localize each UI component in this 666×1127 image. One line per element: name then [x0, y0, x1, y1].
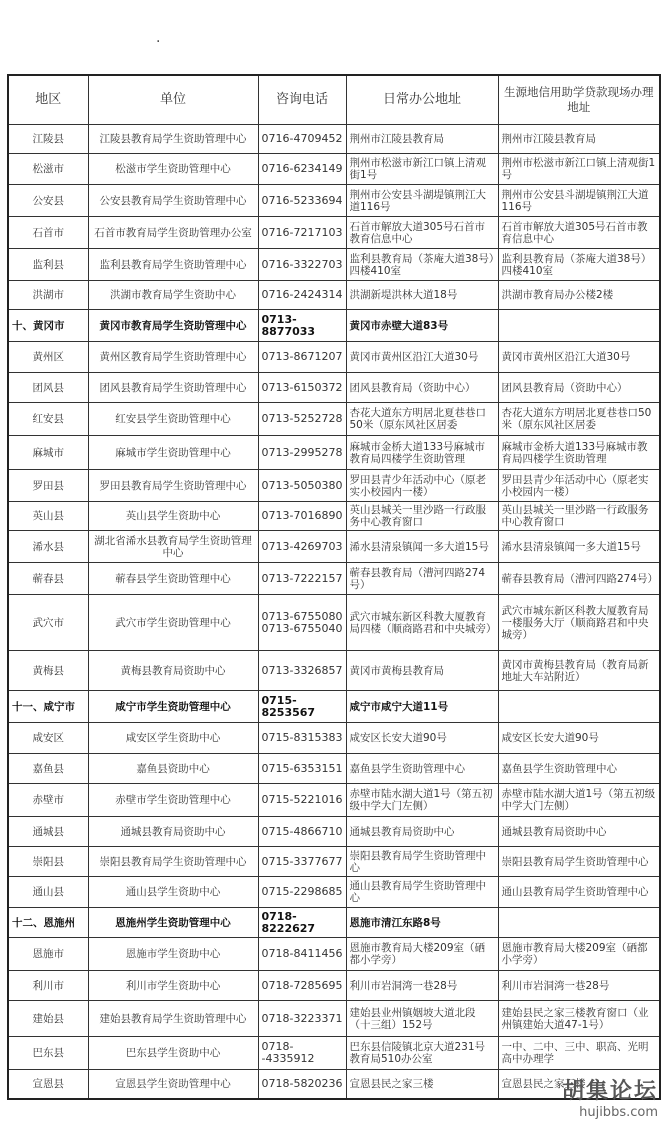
unit-cell: 罗田县教育局学生资助管理中心: [88, 470, 258, 502]
region-cell: 黄梅县: [8, 651, 88, 691]
phone-cell: 0715-2298685: [258, 877, 346, 908]
student-aid-contact-table: [7, 74, 661, 1100]
region-cell: 利川市: [8, 971, 88, 1001]
loan-address-cell: 荆州市江陵县教育局: [498, 125, 660, 154]
stray-mark: .: [156, 30, 161, 46]
unit-cell: 赤壁市学生资助管理中心: [88, 784, 258, 817]
office-address-cell: 宣恩县民之家三楼: [346, 1070, 498, 1099]
loan-address-cell: 建始县民之家三楼教育窗口（业州镇建始大道47-1号）: [498, 1001, 660, 1037]
loan-address-cell: 恩施市教育局大楼209室（硒都小学旁）: [498, 938, 660, 971]
region-cell: 建始县: [8, 1001, 88, 1037]
loan-address-cell: 黄冈市黄州区沿江大道30号: [498, 342, 660, 373]
phone-cell: 0713-3326857: [258, 651, 346, 691]
loan-address-cell: 赤壁市陆水湖大道1号（第五初级中学大门左侧）: [498, 784, 660, 817]
table-row: [8, 754, 660, 784]
table-row: [8, 281, 660, 310]
phone-cell: 0713-6755080 0713-6755040: [258, 595, 346, 651]
unit-cell: 恩施州学生资助管理中心: [88, 908, 258, 938]
office-address-cell: 黄冈市黄州区沿江大道30号: [346, 342, 498, 373]
loan-address-cell: 通城县教育局资助中心: [498, 817, 660, 847]
unit-cell: 嘉鱼县资助中心: [88, 754, 258, 784]
unit-cell: 黄梅县教育局资助中心: [88, 651, 258, 691]
phone-cell: 0718-8222627: [258, 908, 346, 938]
phone-cell: 0713-7016890: [258, 502, 346, 531]
region-cell: 崇阳县: [8, 847, 88, 877]
region-cell: 恩施市: [8, 938, 88, 971]
region-cell: 公安县: [8, 185, 88, 217]
unit-cell: 宣恩县学生资助管理中心: [88, 1070, 258, 1099]
region-cell: 团风县: [8, 373, 88, 403]
region-cell: 麻城市: [8, 436, 88, 470]
watermark-title: 胡集论坛: [561, 1079, 658, 1104]
loan-address-cell: 监利县教育局（茶庵大道38号）四楼410室: [498, 249, 660, 281]
loan-address-cell: 洪湖市教育局办公楼2楼: [498, 281, 660, 310]
office-address-cell: 黄冈市赤壁大道83号: [346, 310, 498, 342]
office-address-cell: 荆州市公安县斗湖堤镇荆江大道116号: [346, 185, 498, 217]
office-address-cell: 荆州市江陵县教育局: [346, 125, 498, 154]
table-row: [8, 154, 660, 185]
unit-cell: 松滋市学生资助管理中心: [88, 154, 258, 185]
region-cell: 英山县: [8, 502, 88, 531]
loan-address-cell: 罗田县青少年活动中心（原老实小校园内一楼）: [498, 470, 660, 502]
phone-cell: 0715-8253567: [258, 691, 346, 723]
region-cell: 洪湖市: [8, 281, 88, 310]
phone-cell: 0713-6150372: [258, 373, 346, 403]
table-row: [8, 817, 660, 847]
region-cell: 蕲春县: [8, 563, 88, 595]
phone-cell: 0718-7285695: [258, 971, 346, 1001]
loan-address-cell: 咸安区长安大道90号: [498, 723, 660, 754]
phone-cell: 0715-3377677: [258, 847, 346, 877]
unit-cell: 黄州区教育局学生资助管理中心: [88, 342, 258, 373]
phone-cell: 0716-3322703: [258, 249, 346, 281]
region-cell: 十、黄冈市: [8, 310, 88, 342]
loan-address-cell: 荆州市公安县斗湖堤镇荆江大道116号: [498, 185, 660, 217]
loan-address-cell: 荆州市松滋市新江口镇上清观街1号: [498, 154, 660, 185]
unit-cell: 建始县教育局学生资助管理中心: [88, 1001, 258, 1037]
table-row: [8, 1037, 660, 1070]
phone-cell: 0718--4335912: [258, 1037, 346, 1070]
office-address-cell: 罗田县青少年活动中心（原老实小校园内一楼）: [346, 470, 498, 502]
region-cell: 宣恩县: [8, 1070, 88, 1099]
region-cell: 十一、咸宁市: [8, 691, 88, 723]
header-region: 地区: [8, 75, 88, 125]
office-address-cell: 嘉鱼县学生资助管理中心: [346, 754, 498, 784]
unit-cell: 英山县学生资助中心: [88, 502, 258, 531]
phone-cell: 0713-8877033: [258, 310, 346, 342]
office-address-cell: 杏花大道东方明居北夏巷巷口50米（原东风社区居委: [346, 403, 498, 436]
table-row: [8, 723, 660, 754]
table-row: [8, 847, 660, 877]
phone-cell: 0716-4709452: [258, 125, 346, 154]
office-address-cell: 武穴市城东新区科教大厦教育局四楼（顺商路君和中央城旁）: [346, 595, 498, 651]
unit-cell: 监利县教育局学生资助管理中心: [88, 249, 258, 281]
office-address-cell: 黄冈市黄梅县教育局: [346, 651, 498, 691]
region-cell: 松滋市: [8, 154, 88, 185]
table-body: [8, 125, 660, 1099]
unit-cell: 通山县学生资助中心: [88, 877, 258, 908]
office-address-cell: 崇阳县教育局学生资助管理中心: [346, 847, 498, 877]
loan-address-cell: 麻城市金桥大道133号麻城市教育局四楼学生资助管理: [498, 436, 660, 470]
region-cell: 黄州区: [8, 342, 88, 373]
unit-cell: 麻城市学生资助管理中心: [88, 436, 258, 470]
office-address-cell: 洪湖新堤洪林大道18号: [346, 281, 498, 310]
office-address-cell: 蕲春县教育局（漕河四路274号）: [346, 563, 498, 595]
office-address-cell: 赤壁市陆水湖大道1号（第五初级中学大门左侧）: [346, 784, 498, 817]
loan-address-cell: [498, 691, 660, 723]
unit-cell: 红安县学生资助管理中心: [88, 403, 258, 436]
header-unit: 单位: [88, 75, 258, 125]
region-cell: 罗田县: [8, 470, 88, 502]
unit-cell: 黄冈市教育局学生资助管理中心: [88, 310, 258, 342]
unit-cell: 团风县教育局学生资助管理中心: [88, 373, 258, 403]
office-address-cell: 咸安区长安大道90号: [346, 723, 498, 754]
unit-cell: 公安县教育局学生资助管理中心: [88, 185, 258, 217]
region-cell: 通山县: [8, 877, 88, 908]
table-row: [8, 1001, 660, 1037]
unit-cell: 巴东县学生资助中心: [88, 1037, 258, 1070]
phone-cell: 0715-8315383: [258, 723, 346, 754]
loan-address-cell: 宣恩县民之家三楼: [498, 1070, 660, 1099]
phone-cell: 0716-5233694: [258, 185, 346, 217]
office-address-cell: 利川市岩洞湾一巷28号: [346, 971, 498, 1001]
region-cell: 赤壁市: [8, 784, 88, 817]
table-row: [8, 342, 660, 373]
table-row: [8, 595, 660, 651]
table-row: [8, 403, 660, 436]
header-loan-address: 生源地信用助学贷款现场办理地址: [498, 75, 660, 125]
phone-cell: 0716-6234149: [258, 154, 346, 185]
unit-cell: 湖北省浠水县教育局学生资助管理中心: [88, 531, 258, 563]
table-row: [8, 470, 660, 502]
phone-cell: 0715-5221016: [258, 784, 346, 817]
header-phone: 咨询电话: [258, 75, 346, 125]
unit-cell: 崇阳县教育局学生资助管理中心: [88, 847, 258, 877]
loan-address-cell: 崇阳县教育局学生资助管理中心: [498, 847, 660, 877]
table-header-row: [8, 75, 660, 125]
phone-cell: 0718-3223371: [258, 1001, 346, 1037]
loan-address-cell: 一中、二中、三中、职高、光明高中办理学: [498, 1037, 660, 1070]
region-cell: 通城县: [8, 817, 88, 847]
loan-address-cell: 蕲春县教育局（漕河四路274号）: [498, 563, 660, 595]
loan-address-cell: 黄冈市黄梅县教育局（教育局新地址大车站附近）: [498, 651, 660, 691]
table-row: [8, 971, 660, 1001]
region-cell: 浠水县: [8, 531, 88, 563]
office-address-cell: 通城县教育局资助中心: [346, 817, 498, 847]
watermark: [562, 1079, 658, 1121]
city-row: [8, 310, 660, 342]
phone-cell: 0713-4269703: [258, 531, 346, 563]
phone-cell: 0713-8671207: [258, 342, 346, 373]
phone-cell: 0716-7217103: [258, 217, 346, 249]
office-address-cell: 浠水县清泉镇闻一多大道15号: [346, 531, 498, 563]
loan-address-cell: 利川市岩洞湾一巷28号: [498, 971, 660, 1001]
phone-cell: 0718-5820236: [258, 1070, 346, 1099]
phone-cell: 0718-8411456: [258, 938, 346, 971]
phone-cell: 0713-2995278: [258, 436, 346, 470]
region-cell: 嘉鱼县: [8, 754, 88, 784]
table-row: [8, 651, 660, 691]
table-row: [8, 531, 660, 563]
city-row: [8, 908, 660, 938]
watermark-url: hujibbs.com: [579, 1105, 658, 1120]
loan-address-cell: [498, 908, 660, 938]
office-address-cell: 建始县业州镇姻坡大道北段（十三组）152号: [346, 1001, 498, 1037]
table-row: [8, 938, 660, 971]
city-row: [8, 691, 660, 723]
unit-cell: 利川市学生资助中心: [88, 971, 258, 1001]
region-cell: 巴东县: [8, 1037, 88, 1070]
unit-cell: 通城县教育局资助中心: [88, 817, 258, 847]
table-row: [8, 217, 660, 249]
region-cell: 监利县: [8, 249, 88, 281]
table-row: [8, 436, 660, 470]
unit-cell: 洪湖市教育局学生资助中心: [88, 281, 258, 310]
office-address-cell: 团风县教育局（资助中心）: [346, 373, 498, 403]
region-cell: 石首市: [8, 217, 88, 249]
office-address-cell: 通山县教育局学生资助管理中心: [346, 877, 498, 908]
office-address-cell: 巴东县信陵镇北京大道231号教育局510办公室: [346, 1037, 498, 1070]
phone-cell: 0713-5050380: [258, 470, 346, 502]
header-office-address: 日常办公地址: [346, 75, 498, 125]
table-row: [8, 563, 660, 595]
unit-cell: 咸安区学生资助中心: [88, 723, 258, 754]
loan-address-cell: 杏花大道东方明居北夏巷巷口50米（原东风社区居委: [498, 403, 660, 436]
phone-cell: 0715-4866710: [258, 817, 346, 847]
loan-address-cell: 武穴市城东新区科教大厦教育局一楼服务大厅（顺商路君和中央城旁）: [498, 595, 660, 651]
office-address-cell: 石首市解放大道305号石首市教育信息中心: [346, 217, 498, 249]
phone-cell: 0713-7222157: [258, 563, 346, 595]
loan-address-cell: 嘉鱼县学生资助管理中心: [498, 754, 660, 784]
region-cell: 十二、恩施州: [8, 908, 88, 938]
phone-cell: 0713-5252728: [258, 403, 346, 436]
office-address-cell: 麻城市金桥大道133号麻城市教育局四楼学生资助管理: [346, 436, 498, 470]
unit-cell: 恩施市学生资助中心: [88, 938, 258, 971]
table-row: [8, 373, 660, 403]
office-address-cell: 荆州市松滋市新江口镇上清观街1号: [346, 154, 498, 185]
table-row: [8, 877, 660, 908]
loan-address-cell: 石首市解放大道305号石首市教育信息中心: [498, 217, 660, 249]
table-row: [8, 784, 660, 817]
phone-cell: 0716-2424314: [258, 281, 346, 310]
loan-address-cell: [498, 310, 660, 342]
region-cell: 江陵县: [8, 125, 88, 154]
unit-cell: 江陵县教育局学生资助管理中心: [88, 125, 258, 154]
loan-address-cell: 通山县教育局学生资助管理中心: [498, 877, 660, 908]
table-row: [8, 185, 660, 217]
unit-cell: 蕲春县学生资助管理中心: [88, 563, 258, 595]
office-address-cell: 英山县城关一里沙路一行政服务中心教育窗口: [346, 502, 498, 531]
region-cell: 红安县: [8, 403, 88, 436]
phone-cell: 0715-6353151: [258, 754, 346, 784]
table-row: [8, 249, 660, 281]
region-cell: 咸安区: [8, 723, 88, 754]
region-cell: 武穴市: [8, 595, 88, 651]
office-address-cell: 咸宁市咸宁大道11号: [346, 691, 498, 723]
table-row: [8, 502, 660, 531]
unit-cell: 武穴市学生资助管理中心: [88, 595, 258, 651]
unit-cell: 石首市教育局学生资助管理办公室: [88, 217, 258, 249]
office-address-cell: 监利县教育局（茶庵大道38号）四楼410室: [346, 249, 498, 281]
unit-cell: 咸宁市学生资助管理中心: [88, 691, 258, 723]
loan-address-cell: 英山县城关一里沙路一行政服务中心教育窗口: [498, 502, 660, 531]
loan-address-cell: 团风县教育局（资助中心）: [498, 373, 660, 403]
loan-address-cell: 浠水县清泉镇闻一多大道15号: [498, 531, 660, 563]
office-address-cell: 恩施市清江东路8号: [346, 908, 498, 938]
table-row: [8, 125, 660, 154]
office-address-cell: 恩施市教育局大楼209室（硒都小学旁）: [346, 938, 498, 971]
